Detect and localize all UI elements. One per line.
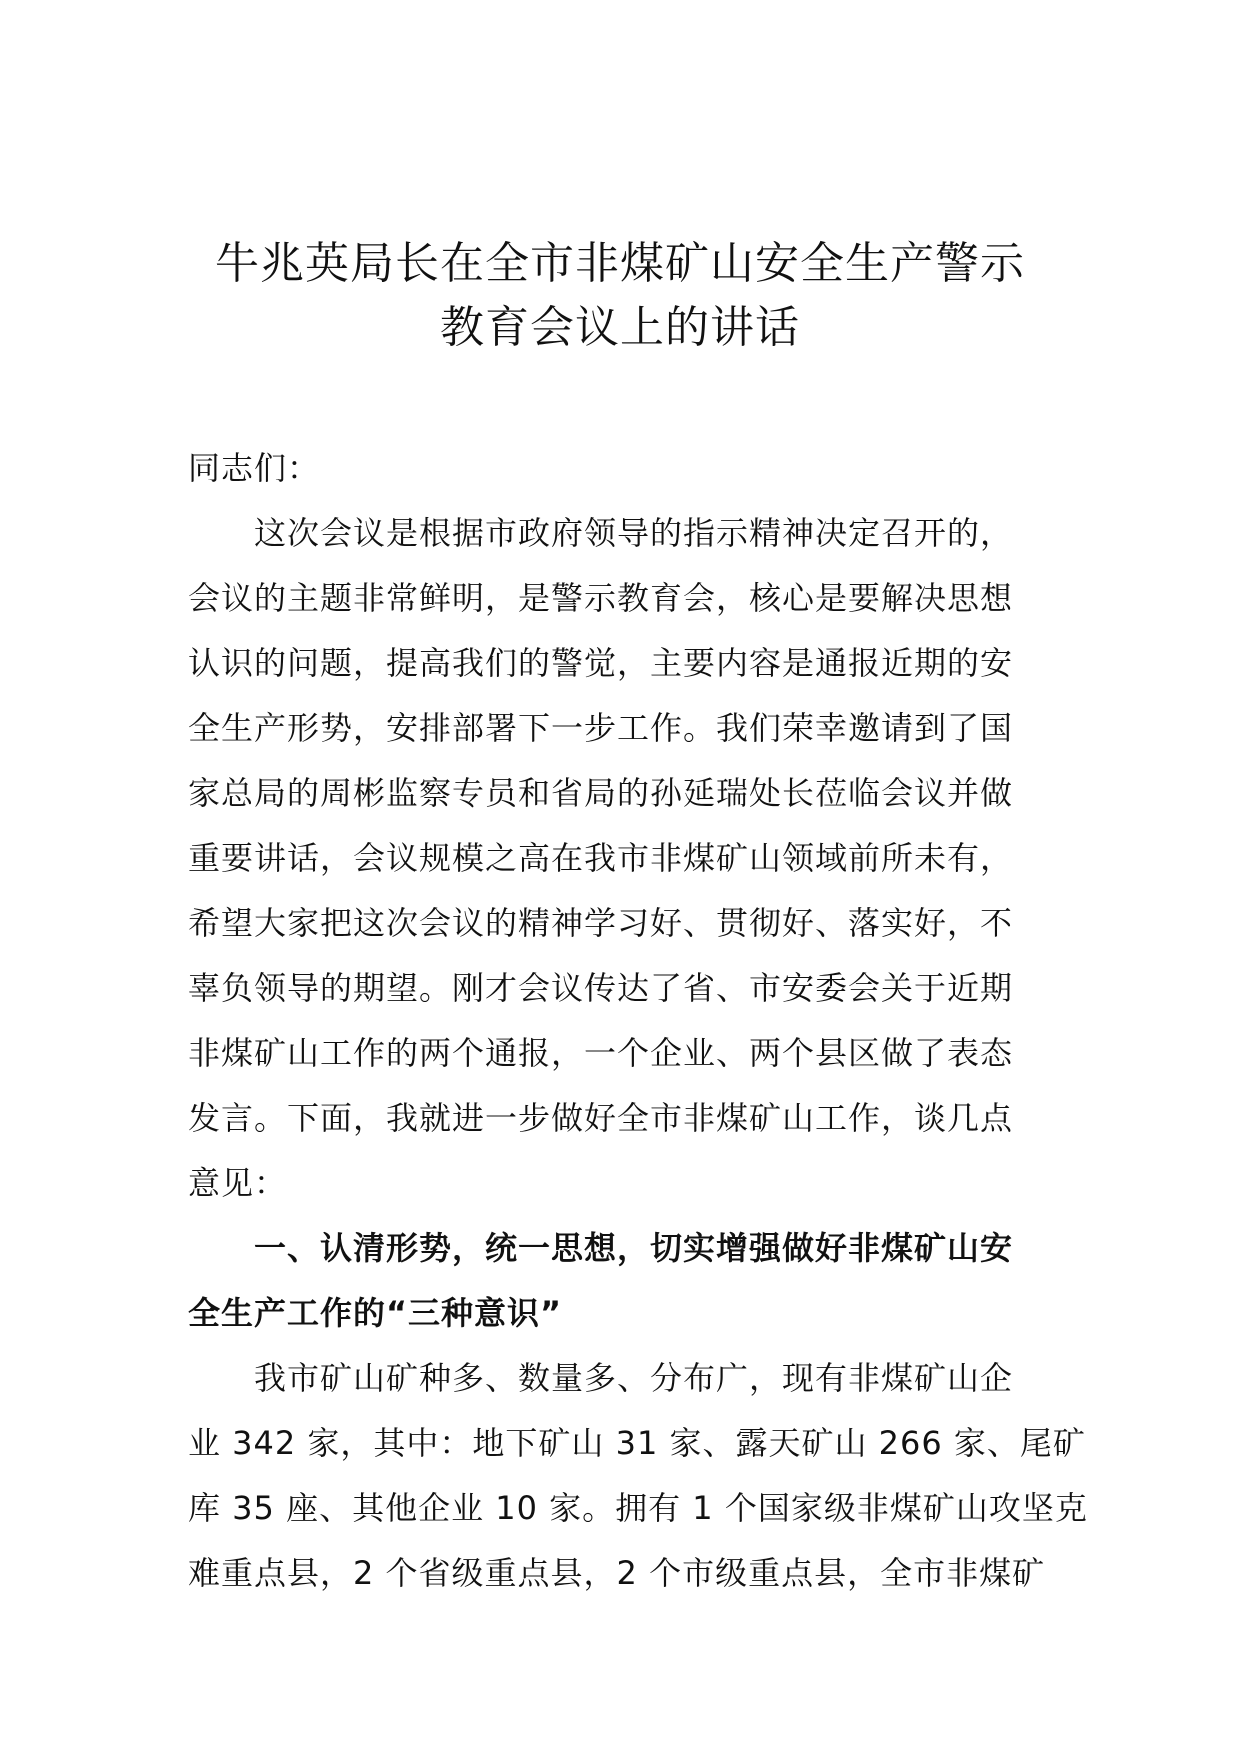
title-line-2: 教育会议上的讲话 <box>440 302 800 353</box>
paragraph-line: 我市矿山矿种多、数量多、分布广，现有非煤矿山企 <box>254 1359 1014 1397</box>
paragraph-line: 重要讲话，会议规模之高在我市非煤矿山领域前所未有， <box>188 839 1014 877</box>
paragraph-line: 家总局的周彬监察专员和省局的孙延瑞处长莅临会议并做 <box>188 774 1014 812</box>
paragraph-line: 库 35 座、其他企业 10 家。拥有 1 个国家级非煤矿山攻坚克 <box>188 1489 1088 1527</box>
document-body <box>188 436 1088 1606</box>
salutation <box>188 436 1058 501</box>
paragraph-line: 辜负领导的期望。刚才会议传达了省、市安委会关于近期 <box>188 969 1014 1007</box>
salutation-text: 同志们： <box>188 449 321 487</box>
section-heading-line: 一、认清形势，统一思想，切实增强做好非煤矿山安 <box>254 1229 1014 1267</box>
paragraph-line: 业 342 家，其中：地下矿山 31 家、露天矿山 266 家、尾矿 <box>188 1424 1086 1462</box>
paragraph-line: 意见： <box>188 1164 288 1202</box>
paragraph-opening <box>188 501 1058 1216</box>
paragraph-line: 会议的主题非常鲜明，是警示教育会，核心是要解决思想 <box>188 579 1014 617</box>
paragraph-line: 发言。下面，我就进一步做好全市非煤矿山工作，谈几点 <box>188 1099 1014 1137</box>
section-heading <box>188 1216 1058 1346</box>
paragraph-line: 非煤矿山工作的两个通报，一个企业、两个县区做了表态 <box>188 1034 1014 1072</box>
title-line-1: 牛兆英局长在全市非煤矿山安全生产警示 <box>215 238 1025 289</box>
section-heading-line: 全生产工作的“三种意识” <box>188 1294 563 1332</box>
paragraph-line: 这次会议是根据市政府领导的指示精神决定召开的， <box>254 514 1014 552</box>
paragraph-line: 难重点县，2 个省级重点县，2 个市级重点县，全市非煤矿 <box>188 1554 1046 1592</box>
paragraph-line: 希望大家把这次会议的精神学习好、贯彻好、落实好，不 <box>188 904 1014 942</box>
paragraph-line: 全生产形势，安排部署下一步工作。我们荣幸邀请到了国 <box>188 709 1014 747</box>
paragraph-mine-statistics <box>188 1346 1088 1606</box>
paragraph-line: 认识的问题，提高我们的警觉，主要内容是通报近期的安 <box>188 644 1014 682</box>
document-title <box>150 232 1090 360</box>
